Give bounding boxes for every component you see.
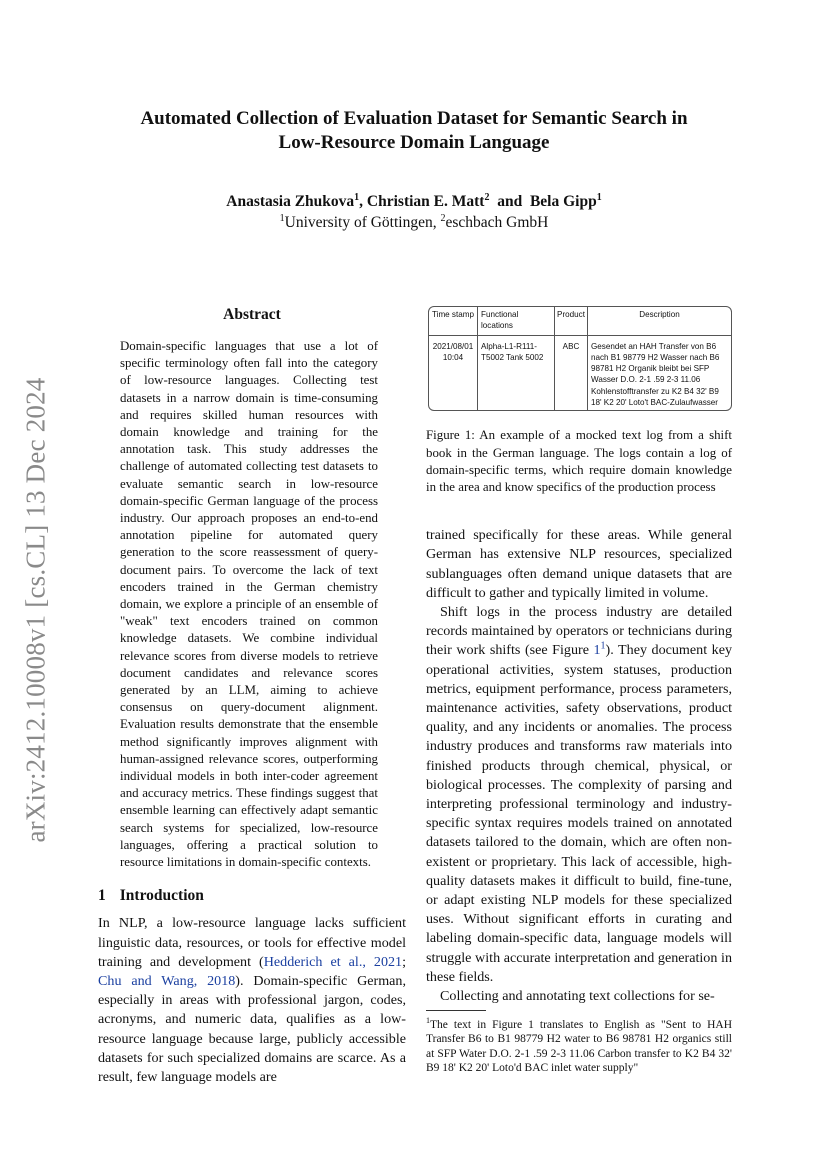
header-description: Description (639, 310, 680, 319)
author-sep-1: , (359, 193, 367, 210)
footnote-marker[interactable]: 1 (600, 640, 606, 652)
citation-link[interactable]: Chu and Wang, 2018 (98, 972, 236, 989)
cell-timestamp: 2021/08/01 10:04 (429, 336, 478, 411)
body-paragraph-3: Collecting and annotating text collections for se- (440, 988, 715, 1005)
header-functional-locations: Functional locations (478, 307, 555, 335)
intro-text-a: In NLP, a low-resource language lacks sufficient linguistic data, resources, or tools for effective model training and development ( (98, 915, 406, 970)
figure-1-table (428, 306, 732, 411)
cell-description: Gesendet an HAH Transfer von B6 nach B1 98779 H2 Wasser nach B6 98781 H2 Organik bleibt bei SFP Wasser D.O. 2-1 .59 2-3 11.06 Kohlenstofftransfer zu K2 B4 32' B9 18' K2 20' Loto't BAC-Zulaufwasser (591, 341, 720, 408)
intro-text-b: ). Domain-specific German, especially in areas with professional jargon, codes, acronyms, and numeric data, qualifies as a low-resource language because large, publicly accessible datasets for such specialized domains are scarce. As a result, few language models are (98, 972, 406, 1085)
author-1: Anastasia Zhukova (226, 193, 355, 210)
table-header-row (429, 307, 731, 336)
affil-1: University of Göttingen, (284, 214, 441, 231)
author-block (100, 191, 728, 233)
right-column (426, 306, 732, 1075)
title-line-2: Low-Resource Domain Language (278, 132, 550, 153)
footnote-1 (426, 1018, 732, 1075)
body-paragraph-1: trained specifically for these areas. While general German has extensive NLP resources, specialized sublanguages often demand unique datasets that are difficult to gather and typically limited in volume. (426, 527, 732, 601)
abstract-text: Domain-specific languages that use a lot of specific terminology often fall into the category of low-resource languages. Collecting test datasets in a narrow domain is time-consuming and requires skilled human resources with domain knowledge and training for the annotation task. This study addresses the challenge of automated collecting test datasets to evaluate semantic search in low-resource domain-specific German language of the process industry. Our approach proposes an end-to-end annotation pipeline for automated query generation to the score reassessment of query-document pairs. To overcome the lack of text encoders trained in the German chemistry domain, we explore a principle of an ensemble of "weak" text encoders trained on common knowledge datasets. We combine individual relevance scores from diverse models to retrieve document candidates and relevance scores generated by an LLM, aiming to achieve consensus on query-document alignment. Evaluation results demonstrate that the ensemble method significantly improves alignment with human-assigned relevance scores, outperforming individual models in both inter-coder agreement and accuracy metrics. These findings suggest that ensemble learning can effectively adapt semantic search systems for specialized, low-resource languages, offering a practical solution to resource limitations in domain-specific contexts. (120, 339, 378, 870)
footnote-text: The text in Figure 1 translates to English as "Sent to HAH Transfer B6 to B1 98779 H2 water to B6 98781 H2 organics still at SFP Water D.O. 2-1 .59 2-3 11.06 Carbon transfer to K2 B4 32' B9 18' K2 20' Loto'd BAC inlet water supply" (426, 1019, 732, 1074)
citation-separator: ; (402, 953, 407, 970)
figure-1-caption: Figure 1: An example of a mocked text log from a shift book in the German language. The logs contain a log of domain-specific terms, which require domain knowledge in the area and know specifics of the production process (426, 428, 732, 494)
p2-text-b: ). They document key operational activities, system statuses, production metrics, equipment performance, process parameters, maintenance activities, safety observations, product quality, and any incidents or anomalies. The process industry produces and transforms raw materials into finished products through chemical, physical, or biological processes. The complexity of parsing and interpreting professional terminology and industry-specific syntax requires models trained on annotated datasets tailored to the domain, which are often non-existent or proprietary. This lack of accessible, high-quality datasets makes it difficult to build, fine-tune, or adapt existing NLP models for these specialized uses. Without significant efforts in curating and labeling domain-specific data, language models will struggle with accurate interpretation and generation in these fields. (426, 642, 732, 985)
affiliations (100, 212, 728, 233)
header-product: Product (555, 307, 588, 335)
arxiv-sidebar (16, 360, 56, 860)
arxiv-identifier: arXiv:2412.10008v1 [cs.CL] 13 Dec 2024 (20, 377, 51, 843)
right-body (426, 526, 732, 1075)
author-3-affil: 1 (596, 191, 602, 203)
paper-title (100, 107, 728, 155)
left-column (98, 306, 406, 1087)
author-2: Christian E. Matt (366, 193, 485, 210)
author-2-affil: 2 (484, 191, 490, 203)
cell-location: Alpha-L1-R111-T5002 Tank 5002 (478, 336, 555, 411)
table-row (429, 336, 731, 411)
body-paragraph-2 (426, 603, 732, 987)
affil-2-marker: 2 (440, 212, 446, 224)
cell-product: ABC (555, 336, 588, 411)
affil-2: eschbach GmbH (445, 214, 549, 231)
section-number: 1 (98, 887, 106, 905)
p2-text-a: Shift logs in the process industry are detailed records maintained by operators or technicians during their work shifts (see Figure (426, 604, 732, 659)
section-title: Introduction (119, 887, 204, 905)
abstract-heading: Abstract (223, 306, 281, 323)
author-sep-2: and (489, 193, 530, 210)
title-line-1: Automated Collection of Evaluation Dataset for Semantic Search in (140, 108, 688, 129)
citation-link[interactable]: Hedderich et al., 2021 (263, 953, 403, 970)
author-3: Bela Gipp (529, 193, 597, 210)
figure-reference-link[interactable]: 1 (593, 642, 601, 659)
footnote-divider (426, 1010, 486, 1011)
intro-paragraph (98, 914, 406, 1087)
author-1-affil: 1 (354, 191, 360, 203)
footnote-number: 1 (426, 1016, 430, 1026)
section-heading-introduction (98, 887, 406, 905)
author-names (100, 191, 728, 212)
affil-1-marker: 1 (279, 212, 285, 224)
header-time-stamp: Time stamp (429, 307, 478, 335)
